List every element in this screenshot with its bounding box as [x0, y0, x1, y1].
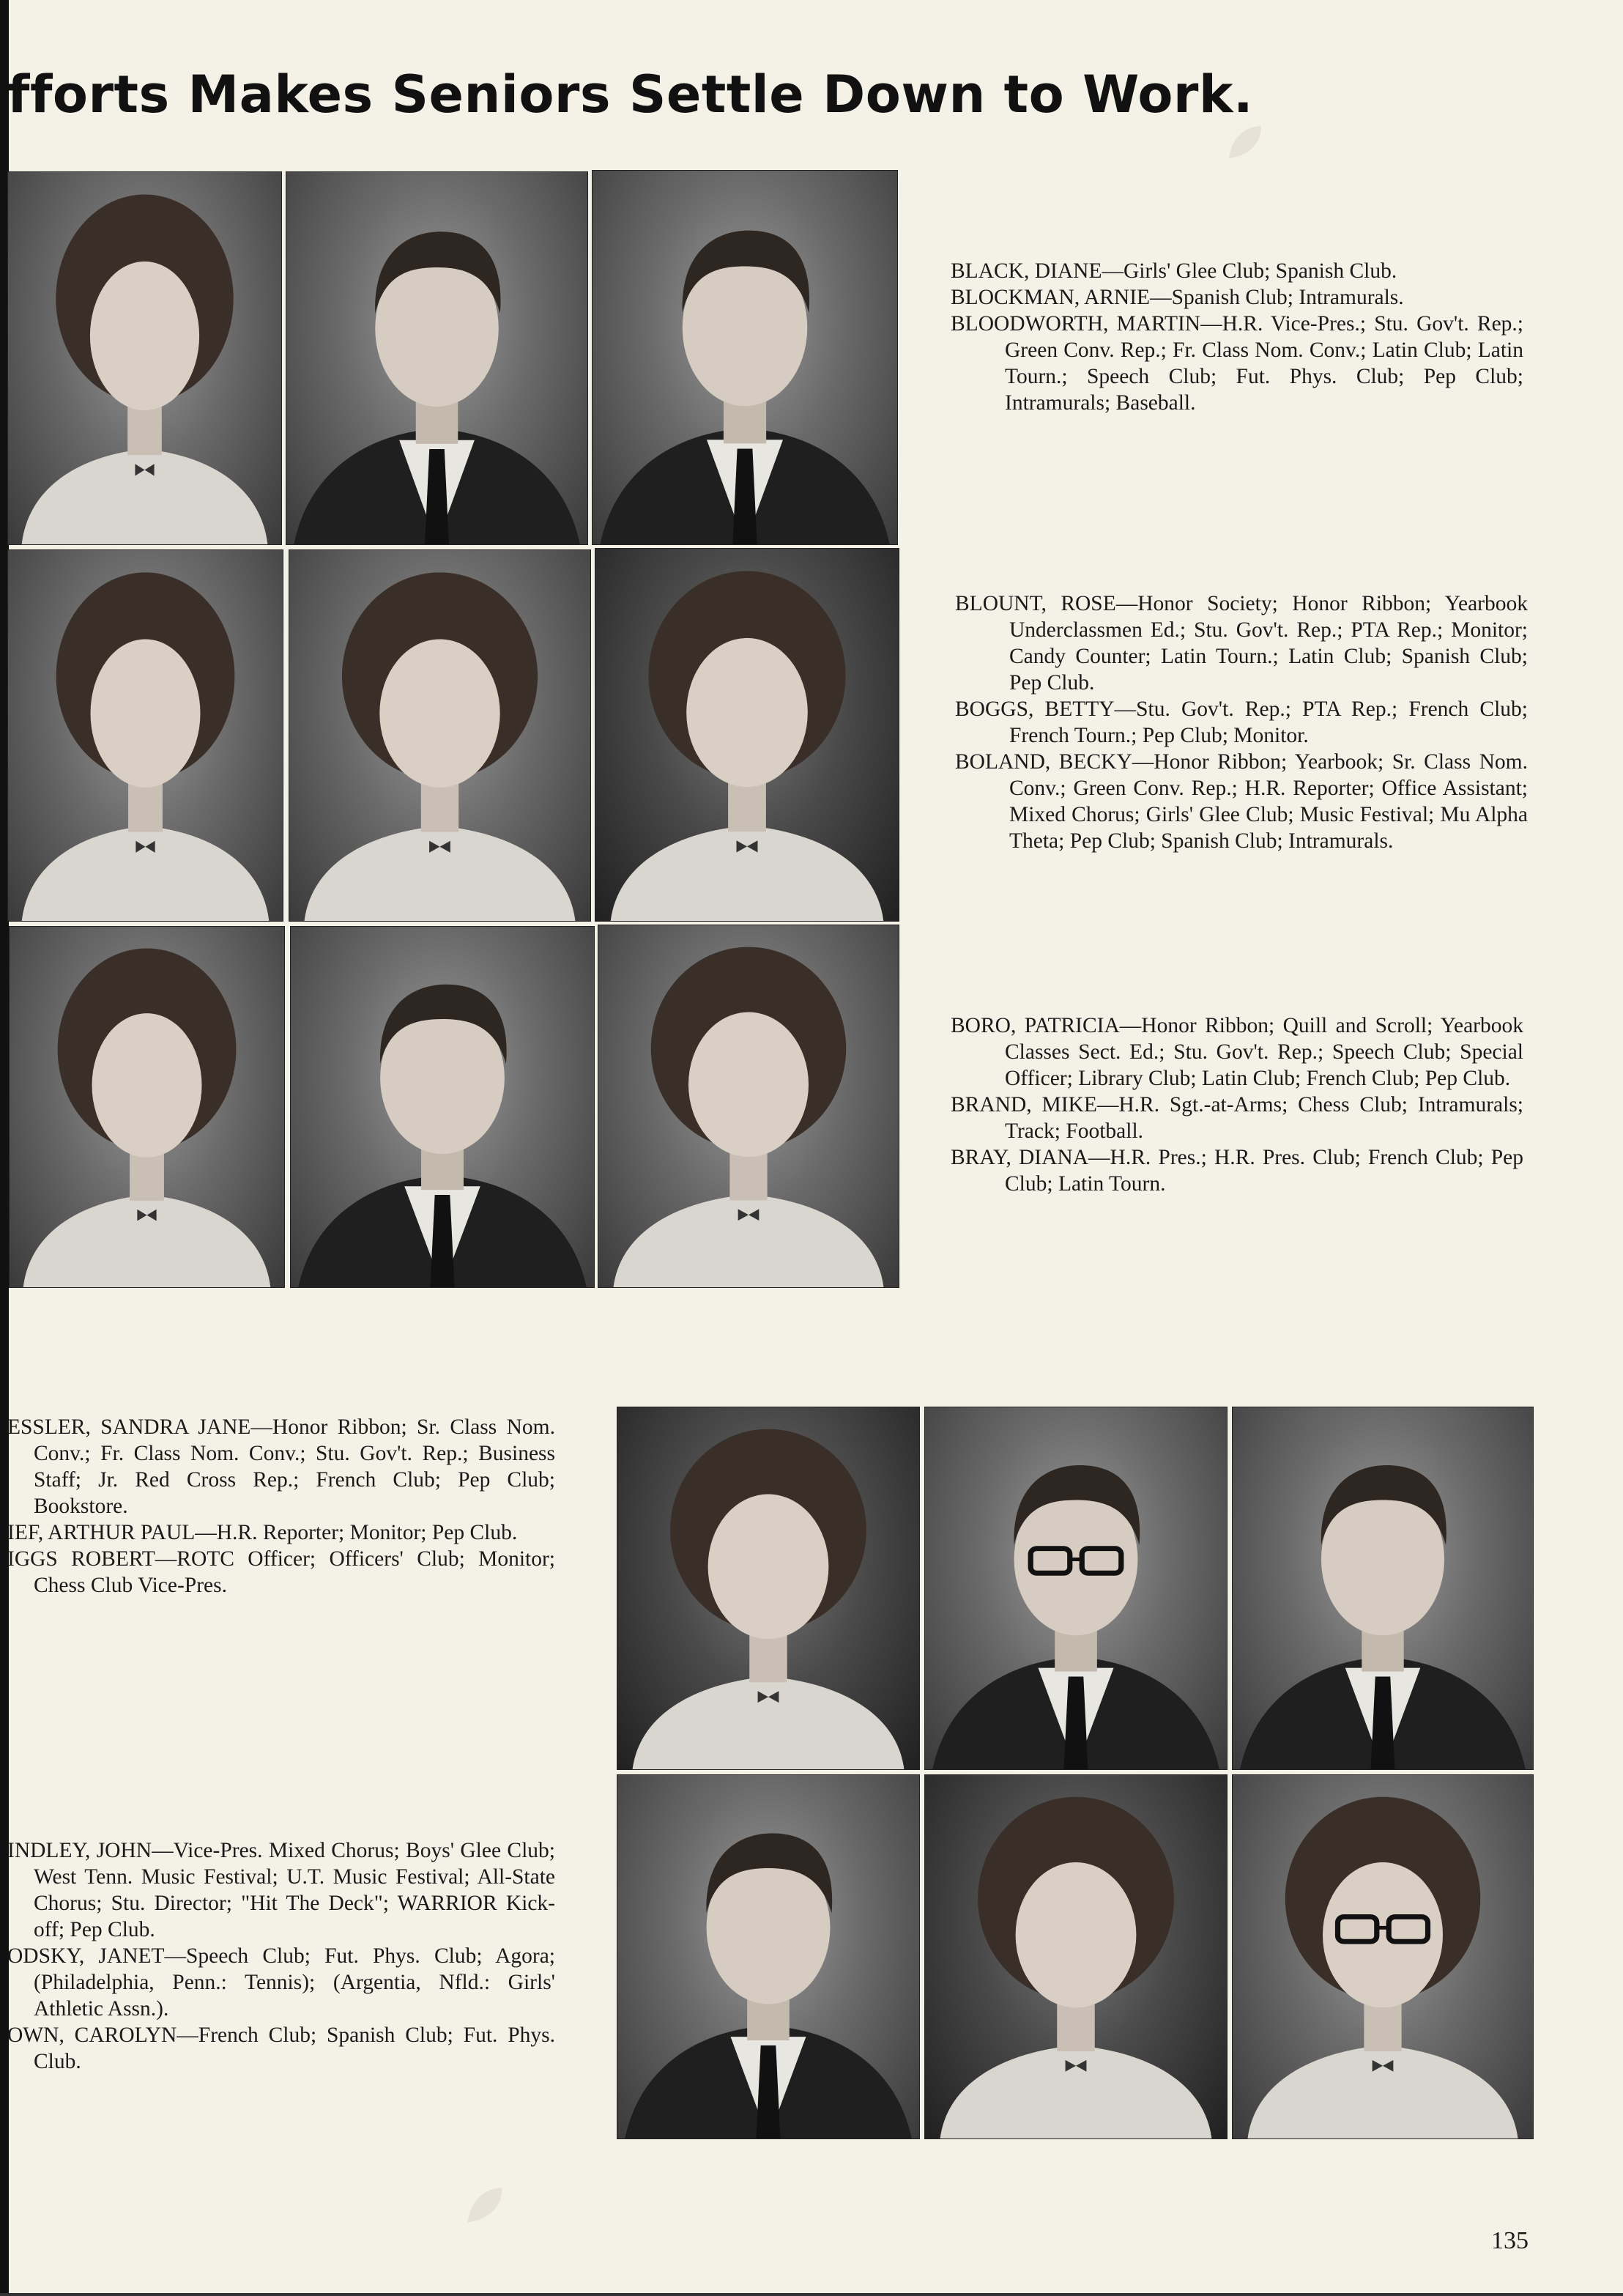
student-entry: IGGS ROBERT—ROTC Officer; Officers' Club; Monitor; Chess Club Vice-Pres.	[7, 1547, 555, 1597]
portrait-girl-photo	[924, 1774, 1228, 2139]
student-entry: BORO, PATRICIA—Honor Ribbon; Quill and Scroll; Yearbook Classes Sect. Ed.; Stu. Gov't. Rep.; Speech Club; Special Officer; Library Club; Latin Club; French Club; Pep Club.	[951, 1014, 1523, 1090]
portrait-girl-photo	[7, 549, 283, 922]
student-entry: BRAY, DIANA—H.R. Pres.; H.R. Pres. Club; French Club; Pep Club; Latin Tourn.	[951, 1146, 1523, 1196]
portrait-boy-photo	[617, 1774, 920, 2139]
student-entry: BLOCKMAN, ARNIE—Spanish Club; Intramurals.	[951, 286, 1404, 309]
student-entry: OWN, CAROLYN—French Club; Spanish Club; Fut. Phys. Club.	[7, 2023, 555, 2073]
page-headline: fforts Makes Seniors Settle Down to Work.	[7, 64, 1254, 125]
portrait-boy-glasses-photo	[924, 1407, 1228, 1770]
student-entry: BLOUNT, ROSE—Honor Society; Honor Ribbon; Yearbook Underclassmen Ed.; Stu. Gov't. Rep.; PTA Rep.; Monitor; Candy Counter; Latin Tourn.; Latin Club; Spanish Club; Pep Club.	[955, 592, 1528, 695]
student-entry: INDLEY, JOHN—Vice-Pres. Mixed Chorus; Boys' Glee Club; West Tenn. Music Festival; U.T. Music Festival; All-State Chorus; Stu. Director; "Hit The Deck"; WARRIOR Kick-off; Pep Club.	[7, 1839, 555, 1941]
student-entry: BLACK, DIANE—Girls' Glee Club; Spanish Club.	[951, 259, 1397, 283]
entries-block-3	[951, 1012, 1523, 1197]
portrait-girl-photo	[598, 925, 899, 1288]
portrait-girl-photo	[289, 549, 591, 922]
page-number: 135	[1491, 2227, 1529, 2254]
portrait-girl-glasses-photo	[1232, 1774, 1534, 2139]
portrait-girl-photo	[7, 171, 282, 545]
student-entry: BOLAND, BECKY—Honor Ribbon; Yearbook; Sr. Class Nom. Conv.; Green Conv. Rep.; H.R. Reporter; Office Assistant; Mixed Chorus; Girls' Glee Club; Music Festival; Mu Alpha Theta; Pep Club; Spanish Club; Intramurals.	[955, 750, 1528, 853]
portrait-girl-photo	[9, 926, 285, 1288]
student-entry: BRAND, MIKE—H.R. Sgt.-at-Arms; Chess Club; Intramurals; Track; Football.	[951, 1093, 1523, 1143]
leaf-watermark-icon	[1225, 122, 1266, 163]
portrait-girl-photo	[617, 1407, 920, 1770]
page-edge	[0, 2293, 1623, 2296]
student-entry: IEF, ARTHUR PAUL—H.R. Reporter; Monitor; Pep Club.	[7, 1521, 518, 1544]
student-entry: ODSKY, JANET—Speech Club; Fut. Phys. Club; Agora; (Philadelphia, Penn.: Tennis); (Argentia, Nfld.: Girls' Athletic Assn.).	[7, 1944, 555, 2021]
student-entry: BLOODWORTH, MARTIN—H.R. Vice-Pres.; Stu. Gov't. Rep.; Green Conv. Rep.; Fr. Class Nom. Conv.; Latin Club; Latin Tourn.; Speech Club; Fut. Phys. Club; Pep Club; Intramurals; Baseball.	[951, 312, 1523, 415]
leaf-watermark-icon	[463, 2183, 507, 2227]
portrait-girl-photo	[595, 548, 899, 922]
entries-block-1	[951, 258, 1523, 416]
portrait-boy-photo	[592, 170, 898, 545]
student-entry: ESSLER, SANDRA JANE—Honor Ribbon; Sr. Class Nom. Conv.; Fr. Class Nom. Conv.; Stu. Gov't. Rep.; Business Staff; Jr. Red Cross Rep.; French Club; Pep Club; Bookstore.	[7, 1415, 555, 1518]
portrait-boy-photo	[1232, 1407, 1534, 1770]
portrait-boy-photo	[290, 926, 595, 1288]
portrait-boy-photo	[286, 171, 588, 545]
entries-block-4	[7, 1414, 555, 1599]
entries-block-2	[955, 590, 1528, 854]
entries-block-5	[7, 1837, 555, 2075]
student-entry: BOGGS, BETTY—Stu. Gov't. Rep.; PTA Rep.; French Club; French Tourn.; Pep Club; Monitor.	[955, 697, 1528, 747]
